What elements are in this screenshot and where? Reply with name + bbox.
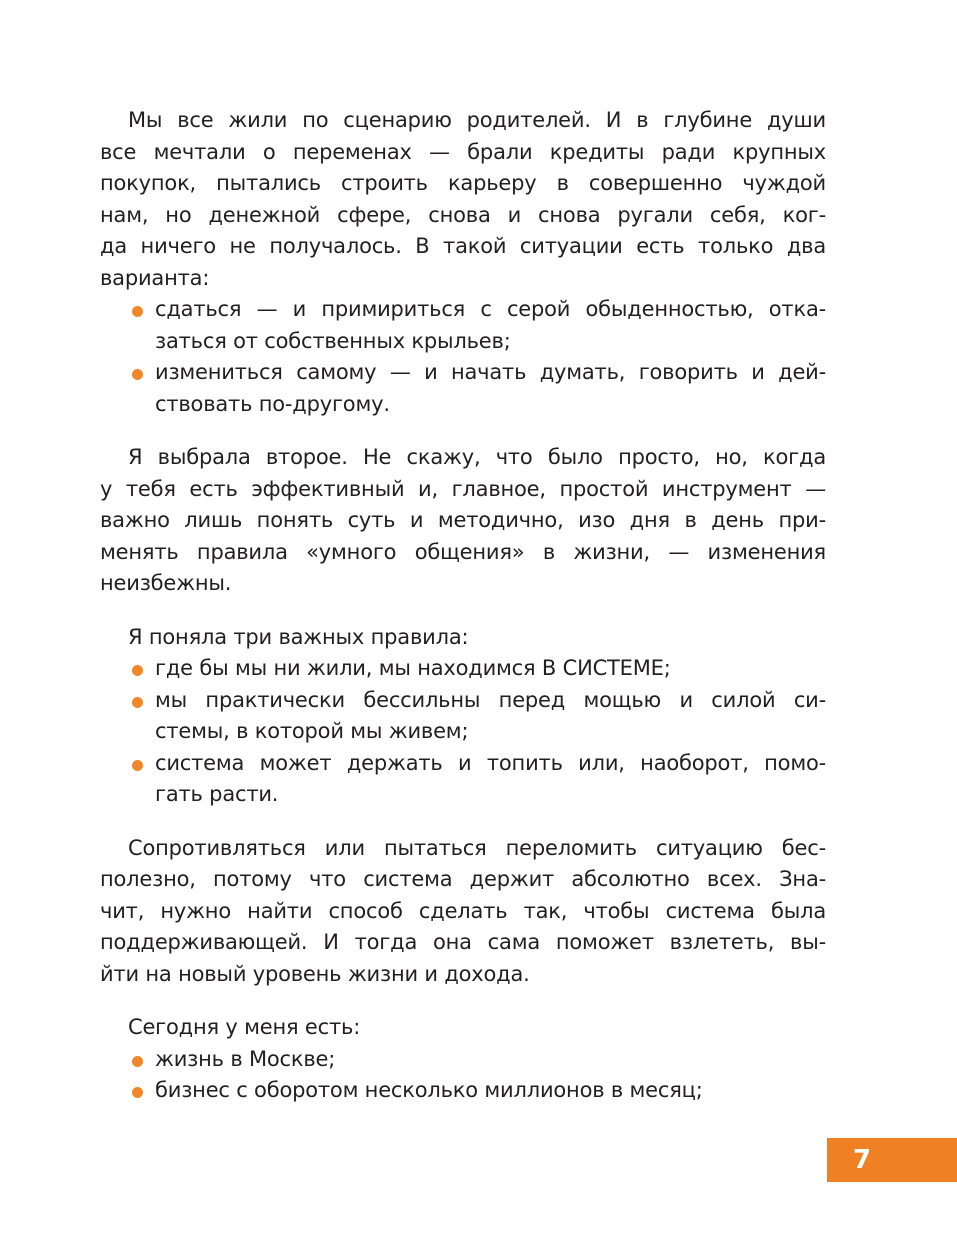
list-item [100,357,826,420]
list-item-text [155,653,826,685]
text-line: йти на новый уровень жизни и дохода. [100,961,530,986]
text-line: варианта: [100,265,210,290]
list-item-text [155,685,826,748]
text-line: ствовать по-другому. [155,391,390,416]
text-line: гать расти. [155,782,279,806]
text-line: заться от собственных крыльев; [155,328,511,353]
text-line: нам, но денежной сфере, снова и снова ругали себя, ког- [100,202,826,227]
text-line: неизбежны. [100,571,232,595]
paragraph-today-intro [100,1012,826,1044]
bullet-icon [132,1056,143,1067]
paragraph-choice [100,442,826,600]
text-line: Сопротивляться или пытаться переломить ситуацию бес- [128,835,826,860]
paragraph-rules-intro [100,622,826,654]
bullet-icon [132,697,143,708]
list-item [100,653,826,685]
page-number-badge [827,1138,957,1182]
text-line: мы практически бессильны перед мощью и силой си- [155,687,826,712]
text-line: да ничего не получалось. В такой ситуации есть только два [100,234,826,258]
text-line: поддерживающей. И тогда она сама поможет взлететь, вы- [100,930,826,954]
bullet-icon [132,760,143,771]
bullet-list-variants [100,294,826,420]
text-line: у тебя есть эффективный и, главное, простой инструмент — [100,476,826,501]
text-line: чит, нужно найти способ сделать так, чтобы система была [100,898,826,923]
list-item-text [155,357,826,420]
text-line: жизнь в Москве; [155,1046,336,1071]
text-line: все мечтали о переменах — брали кредиты ради крупных [100,139,826,164]
list-item-text [155,1075,826,1107]
text-line: Мы все жили по сценарию родителей. И в глубине души [128,108,826,132]
page-number: 7 [853,1145,872,1175]
bullet-list-today [100,1044,826,1107]
list-item [100,1044,826,1076]
paragraph-intro [100,105,826,294]
text-column [100,105,826,1107]
text-line: менять правила «умного общения» в жизни, — изменения [100,539,826,564]
text-line: бизнес с оборотом несколько миллионов в месяц; [155,1078,703,1102]
bullet-icon [132,369,143,380]
list-item-text [155,294,826,357]
bullet-icon [132,1087,143,1098]
text-line: важно лишь понять суть и методично, изо дня в день при- [100,508,826,532]
text-line: покупок, пытались строить карьеру в совершенно чуждой [100,171,826,195]
list-item [100,294,826,357]
text-line: Я поняла три важных правила: [128,624,469,649]
text-line: измениться самому — и начать думать, говорить и дей- [155,360,826,384]
list-item [100,685,826,748]
text-line: сдаться — и примириться с серой обыденностью, отка- [155,297,826,321]
bullet-icon [132,665,143,676]
text-line: стемы, в которой мы живем; [155,719,469,743]
paragraph-system [100,833,826,991]
bullet-icon [132,306,143,317]
text-line: Сегодня у меня есть: [128,1015,361,1039]
list-item [100,1075,826,1107]
list-item-text [155,1044,826,1076]
text-line: Я выбрала второе. Не скажу, что было просто, но, когда [128,445,826,469]
list-item-text [155,748,826,811]
list-item [100,748,826,811]
text-line: система может держать и топить или, наоборот, помо- [155,750,826,775]
bullet-list-rules [100,653,826,811]
text-line: где бы мы ни жили, мы находимся В СИСТЕМЕ; [155,656,671,680]
text-line: полезно, потому что система держит абсолютно всех. Зна- [100,867,826,891]
